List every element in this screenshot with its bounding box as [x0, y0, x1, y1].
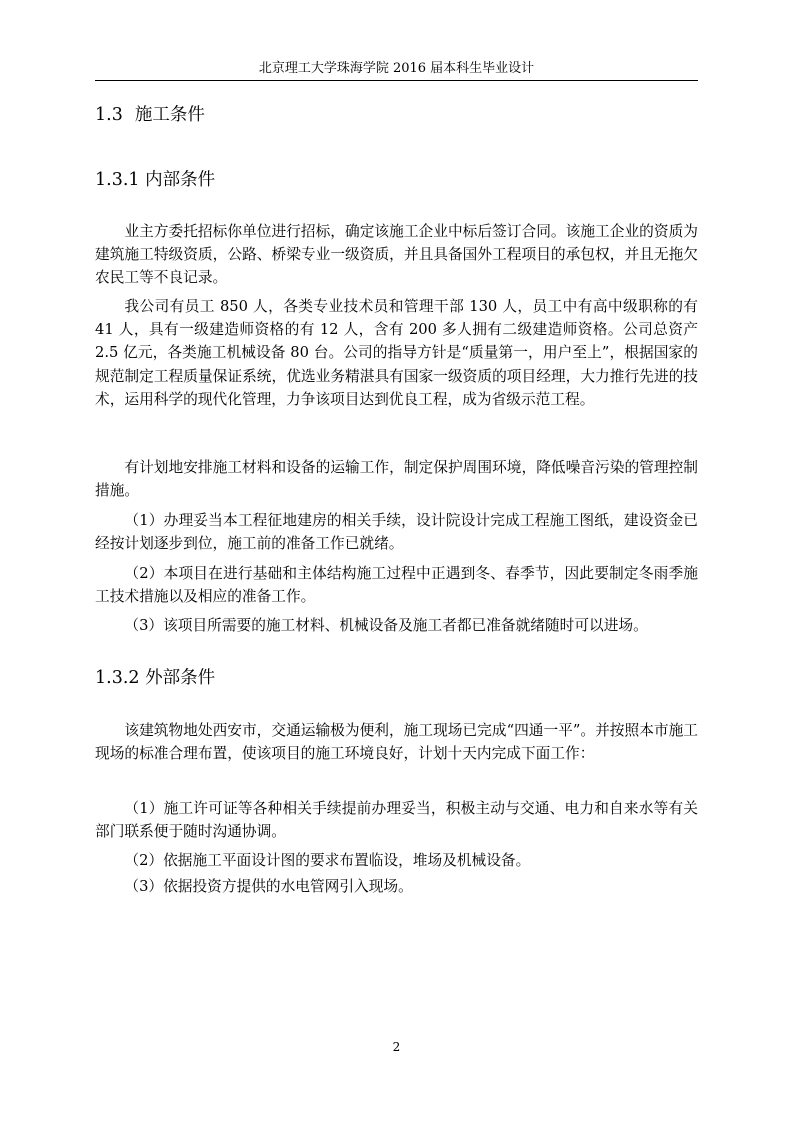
paragraph-internal-1: 业主方委托招标你单位进行招标，确定该施工企业中标后签订合同。该施工企业的资质为建筑施工特级资质，公路、桥梁专业一级资质，并且具备国外工程项目的承包权，并且无拖欠农民工等不良记录。 — [95, 223, 698, 287]
section-number: 1.3 — [95, 105, 123, 125]
list-item-external-3: （3）依据投资方提供的水电管网引入现场。 — [124, 878, 413, 895]
list-item-internal-1: （1）办理妥当本工程征地建房的相关手续，设计院设计完成工程施工图纸，建设资金已经按计划逐步到位，施工前的准备工作已就绪。 — [95, 512, 698, 553]
list-item-external-2: （2）依据施工平面设计图的要求布置临设，堆场及机械设备。 — [124, 852, 531, 869]
section-heading — [95, 104, 205, 126]
page-number: 2 — [392, 1040, 401, 1054]
page-header: 北京理工大学珠海学院 2016 届本科生毕业设计 — [258, 61, 535, 76]
subsection-heading-external: 1.3.2 外部条件 — [95, 668, 216, 688]
paragraph-internal-3: 有计划地安排施工材料和设备的运输工作，制定保护周围环境，降低噪音污染的管理控制措施。 — [95, 459, 698, 500]
header-rule — [95, 80, 698, 81]
paragraph-internal-2: 我公司有员工 850 人，各类专业技术员和管理干部 130 人，员工中有高中级职称的有 41 人，具有一级建造师资格的有 12 人，含有 200 多人拥有二级建造师资格。公司总资产 2.5 亿元，各类施工机械设备 80 台。公司的指导方针是“质量第一，用户至上”，根据国家的规范制定工程质量保证系统，优选业务精湛具有国家一级资质的项目经理，大力推行先进的技术，运用科学的现代化管理，力争该项目达到优良工程，成为省级示范工程。 — [95, 298, 698, 408]
list-item-internal-3: （3）该项目所需要的施工材料、机械设备及施工者都已准备就绪随时可以进场。 — [124, 617, 648, 634]
subsection-heading-internal: 1.3.1 内部条件 — [95, 170, 216, 190]
list-item-external-1: （1）施工许可证等各种相关手续提前办理妥当，积极主动与交通、电力和自来水等有关部门联系便于随时沟通协调。 — [95, 800, 698, 841]
paragraph-external-1: 该建筑物地处西安市，交通运输极为便利，施工现场已完成“四通一平”。并按照本市施工现场的标准合理布置，使该项目的施工环境良好，计划十天内完成下面工作： — [95, 722, 698, 763]
section-title: 施工条件 — [134, 105, 205, 125]
list-item-internal-2: （2）本项目在进行基础和主体结构施工过程中正遇到冬、春季节，因此要制定冬雨季施工技术措施以及相应的准备工作。 — [95, 565, 698, 606]
